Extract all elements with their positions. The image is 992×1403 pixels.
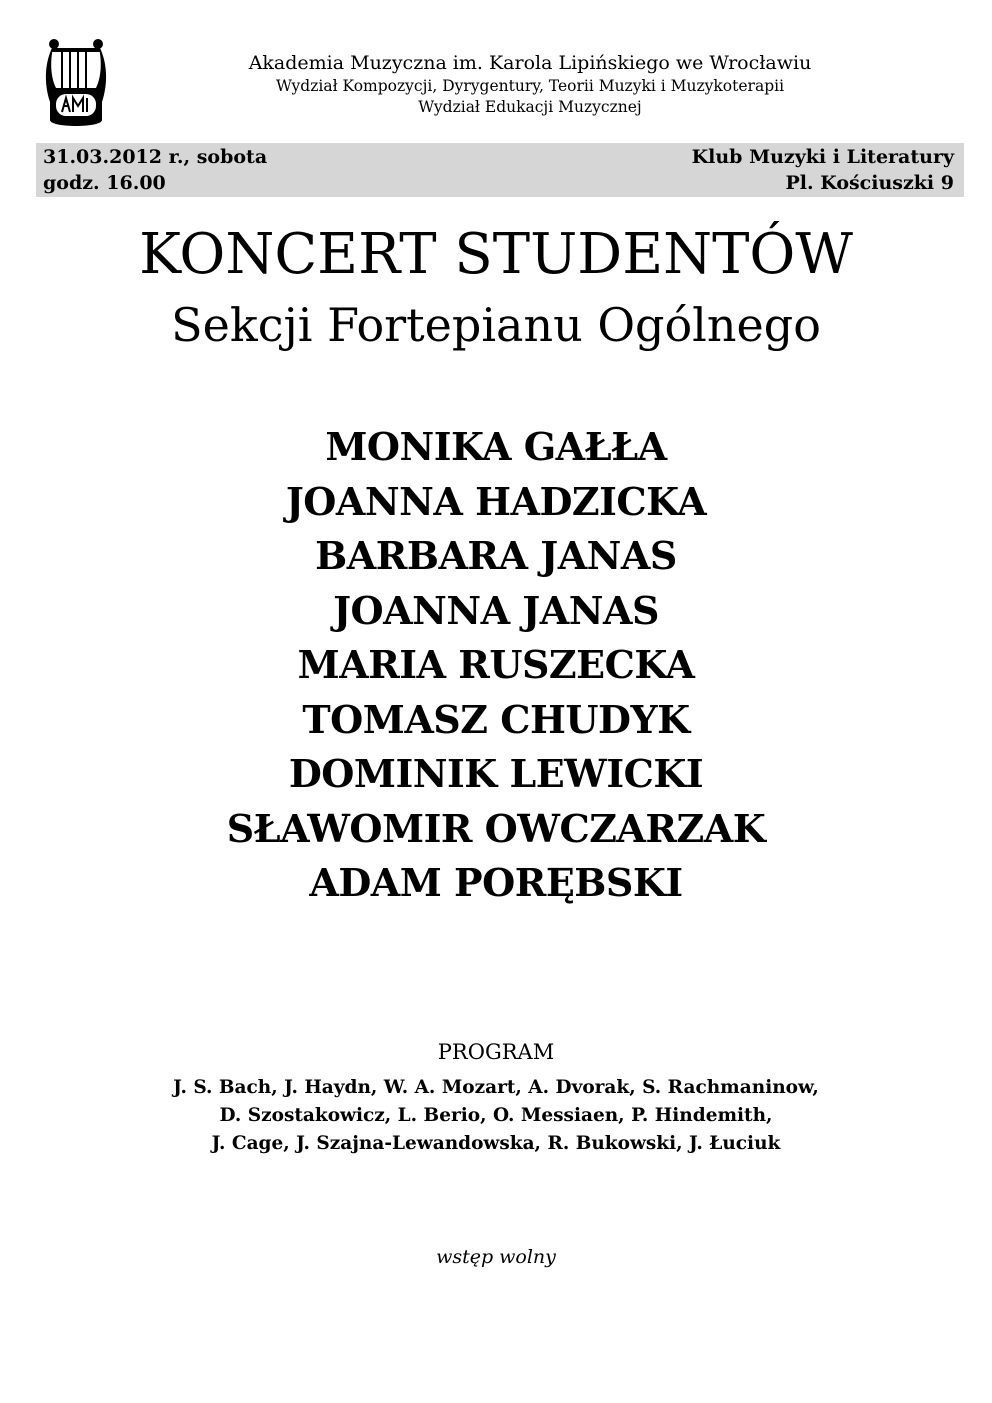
performer-name: TOMASZ CHUDYK xyxy=(302,696,690,742)
date-time-block xyxy=(43,144,267,196)
performer-name: MARIA RUSZECKA xyxy=(297,642,695,687)
composer-list xyxy=(0,1074,992,1158)
venue-name: Klub Muzyki i Literatury xyxy=(691,146,954,168)
concert-subtitle: Sekcji Fortepianu Ogólnego xyxy=(171,298,821,352)
performer-name: BARBARA JANAS xyxy=(315,533,677,578)
composer-line: D. Szostakowicz, L. Berio, O. Messiaen, P. Hindemith, xyxy=(219,1105,773,1126)
performer-name: DOMINIK LEWICKI xyxy=(288,751,704,796)
faculty-line-1: Wydział Kompozycji, Dyrygentury, Teorii Muzyki i Muzykoterapii xyxy=(275,77,785,95)
performer-name: JOANNA JANAS xyxy=(333,587,659,633)
institution-header xyxy=(180,50,880,118)
event-time: godz. 16.00 xyxy=(43,172,166,194)
event-date: 31.03.2012 r., sobota xyxy=(43,146,268,168)
concert-title: KONCERT STUDENTÓW xyxy=(139,222,853,287)
faculty-line-2: Wydział Edukacji Muzycznej xyxy=(418,98,642,116)
performer-name: ADAM PORĘBSKI xyxy=(309,860,683,905)
performer-list xyxy=(0,420,992,911)
venue-block xyxy=(692,144,954,196)
program-heading: PROGRAM xyxy=(437,1040,555,1064)
performer-name: SŁAWOMIR OWCZARZAK xyxy=(226,805,766,851)
free-entry-note: wstęp wolny xyxy=(436,1246,556,1268)
venue-address: Pl. Kościuszki 9 xyxy=(785,172,954,194)
composer-line: J. S. Bach, J. Haydn, W. A. Mozart, A. Dvorak, S. Rachmaninow, xyxy=(173,1077,819,1098)
composer-line: J. Cage, J. Szajna-Lewandowska, R. Bukowski, J. Łuciuk xyxy=(211,1133,781,1154)
performer-name: MONIKA GAŁŁA xyxy=(325,424,667,469)
event-info-bar xyxy=(36,143,964,197)
lyre-logo-icon xyxy=(40,36,112,132)
performer-name: JOANNA HADZICKA xyxy=(285,478,707,524)
institution-name: Akademia Muzyczna im. Karola Lipińskiego we Wrocławiu xyxy=(248,52,812,74)
